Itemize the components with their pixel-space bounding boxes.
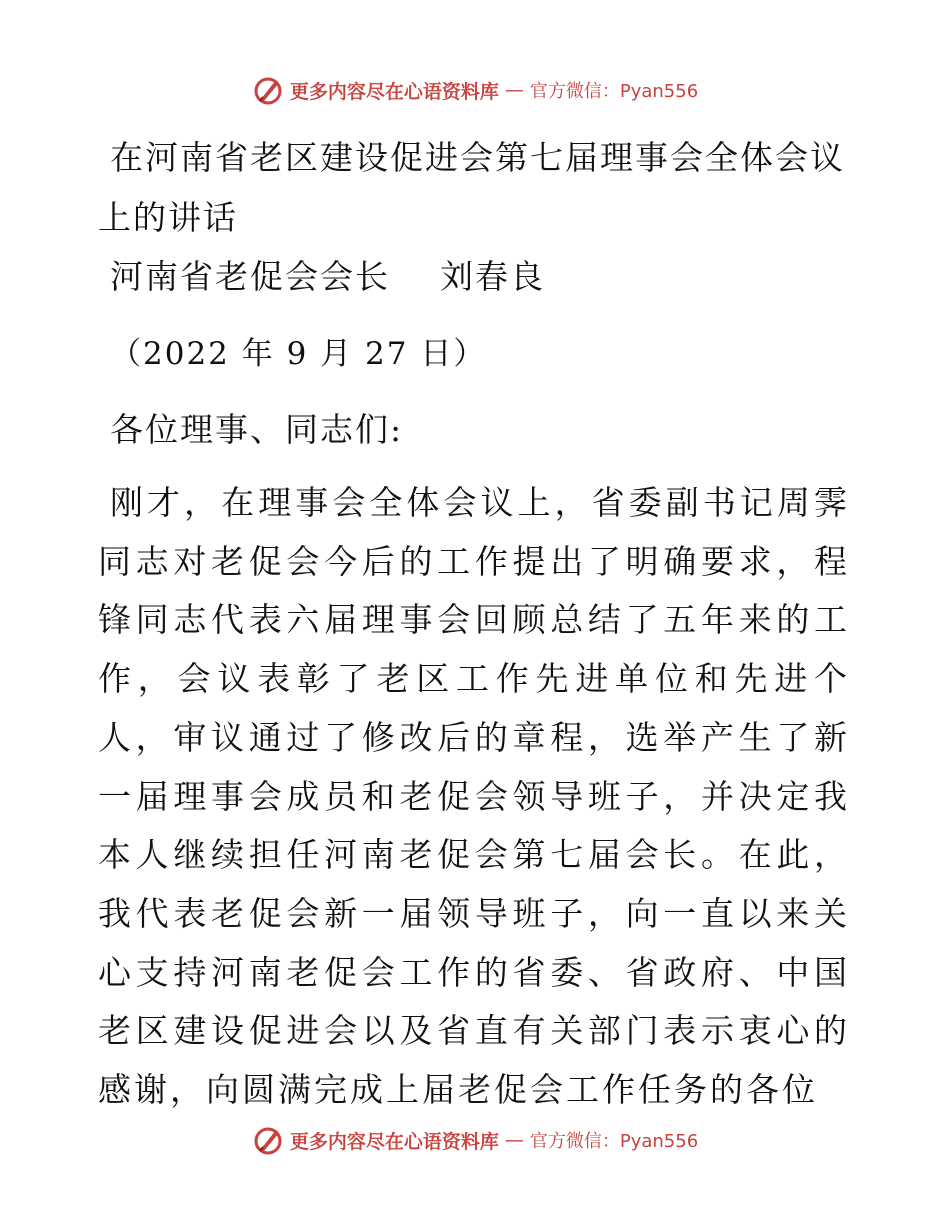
watermark-contact: 官方微信：Pyan556 bbox=[529, 81, 699, 102]
document-salutation: 各位理事、同志们: bbox=[110, 410, 404, 449]
quill-pen-logo-icon bbox=[252, 1124, 284, 1156]
document-date: （2022 年 9 月 27 日） bbox=[110, 336, 487, 372]
header-watermark bbox=[0, 74, 950, 106]
document-title: 在河南省老区建设促进会第七届理事会全体会议上的讲话 bbox=[98, 138, 845, 237]
watermark-slogan: 更多内容尽在心语资料库 bbox=[289, 80, 499, 103]
document-author: 河南省老促会会长 刘春良 bbox=[110, 257, 545, 296]
footer-watermark bbox=[0, 1124, 950, 1156]
watermark-separator: — bbox=[504, 1129, 524, 1151]
body-paragraph: 刚才，在理事会全体会议上，省委副书记周霁同志对老促会今后的工作提出了明确要求，程锋同志代表六届理事会回顾总结了五年来的工作，会议表彰了老区工作先进单位和先进个人，审议通过了修改后的章程，选举产生了新一届理事会成员和老促会领导班子，并决定我本人继续担任河南老促会第七届会长。在此，我代表老促会新一届领导班子，向一直以来关心支持河南老促会工作的省委、省政府、中国老区建设促进会以及省直有关部门表示衷心的感谢，向圆满完成上届老促会工作任务的各位 bbox=[98, 483, 850, 1110]
quill-pen-logo-icon bbox=[252, 74, 284, 106]
watermark-separator: — bbox=[504, 79, 524, 101]
watermark-contact: 官方微信：Pyan556 bbox=[529, 1131, 699, 1152]
watermark-slogan: 更多内容尽在心语资料库 bbox=[289, 1130, 499, 1153]
